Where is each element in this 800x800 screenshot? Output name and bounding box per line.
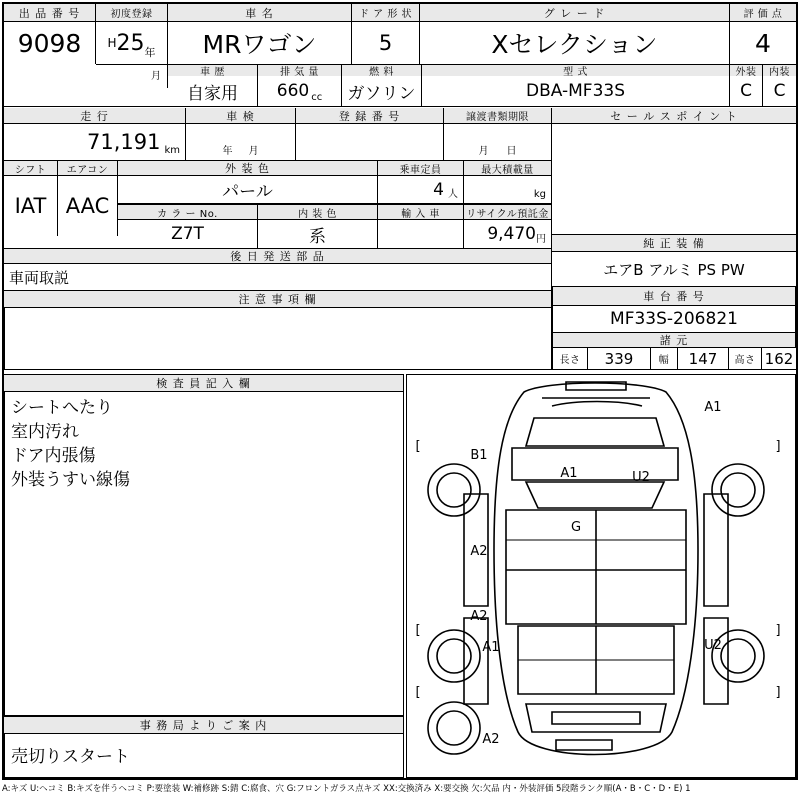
grade-label: グ レ ー ド	[420, 4, 730, 22]
color-no-value: Z7T	[118, 220, 258, 248]
office-guidance-area	[4, 734, 404, 778]
first-registration-month-unit: 月	[151, 70, 161, 82]
door-shape-label: ド ア 形 状	[352, 4, 420, 22]
inspection-label: 車 検	[186, 108, 296, 124]
transfer-month-unit: 月	[478, 146, 489, 157]
bracket-marker-icon: ]	[775, 684, 781, 700]
first-registration-era: H	[107, 36, 117, 50]
color-no-label: カ ラ ー No.	[118, 204, 258, 220]
height-label: 高さ	[728, 348, 762, 370]
chassis-number-value: MF33S-206821	[552, 306, 796, 332]
mileage-label: 走 行	[4, 108, 186, 124]
damage-mark: U2	[632, 469, 650, 485]
height-value: 162	[762, 348, 796, 370]
transfer-deadline-value-cell	[444, 124, 552, 160]
chassis-number-label: 車 台 番 号	[552, 286, 796, 306]
inspector-note: 室内汚れ	[11, 422, 79, 442]
aircon-value: AAC	[58, 176, 118, 236]
model-code-label: 型 式	[422, 64, 730, 76]
interior-color-value: 系	[258, 220, 378, 248]
registration-number-value	[296, 124, 444, 160]
inspector-notes-label: 検 査 員 記 入 欄	[4, 374, 404, 392]
bracket-marker-icon: ]	[775, 438, 781, 454]
displacement-value: 660	[276, 81, 310, 101]
max-load-value-cell	[464, 176, 552, 204]
first-registration-year: 25	[116, 30, 145, 56]
interior-grade-label: 内装	[763, 64, 796, 76]
damage-mark: A1	[704, 399, 722, 415]
damage-mark: U2	[704, 637, 722, 653]
damage-mark: B1	[470, 447, 488, 463]
later-parts-value: 車両取説	[4, 264, 552, 290]
history-value: 自家用	[168, 76, 258, 106]
inspection-year-unit: 年	[222, 146, 233, 157]
score-value: 4	[755, 28, 771, 58]
mileage-unit: km	[164, 145, 180, 156]
first-registration-month-cell	[96, 64, 168, 88]
fuel-value: ガソリン	[342, 76, 422, 106]
damage-mark: A2	[470, 608, 488, 624]
recycle-deposit-label: リサイクル預託金	[464, 204, 552, 220]
lot-number-value: 9098	[4, 22, 96, 64]
displacement-unit: cc	[311, 92, 323, 103]
recycle-deposit-value-cell	[464, 220, 552, 248]
aircon-label: エアコン	[58, 160, 118, 176]
first-registration-year-unit: 年	[144, 46, 156, 59]
inspector-notes-area	[4, 392, 404, 716]
mileage-value: 71,191	[86, 130, 161, 154]
damage-mark: G	[570, 519, 582, 535]
score-label: 評 価 点	[730, 4, 796, 22]
max-load-label: 最大積載量	[464, 160, 552, 176]
bracket-marker-icon: [	[415, 438, 421, 454]
sales-point-label: セ ー ル ス ポ イ ン ト	[552, 108, 796, 124]
damage-mark: A2	[482, 731, 500, 747]
damage-mark: A1	[482, 639, 500, 655]
length-value: 339	[588, 348, 650, 370]
car-name-label: 車 名	[168, 4, 352, 22]
max-load-unit: kg	[533, 189, 546, 200]
office-guidance-label: 事 務 局 よ り ご 案 内	[4, 716, 404, 734]
model-code-value: DBA-MF33S	[422, 76, 730, 106]
exterior-grade-value: C	[730, 76, 763, 106]
capacity-unit: 人	[448, 189, 458, 200]
damage-mark: A1	[560, 465, 578, 481]
bracket-marker-icon: [	[415, 684, 421, 700]
transfer-deadline-label: 譲渡書類期限	[444, 108, 552, 124]
recycle-deposit-value: 9,470	[487, 224, 536, 244]
exterior-color-value: パール	[118, 176, 378, 204]
caution-area	[4, 308, 552, 370]
import-label: 輸 入 車	[378, 204, 464, 220]
width-value: 147	[678, 348, 728, 370]
inspection-value-cell	[186, 124, 296, 160]
bracket-marker-icon: ]	[775, 622, 781, 638]
capacity-value-cell	[378, 176, 464, 204]
bracket-marker-icon: [	[415, 622, 421, 638]
interior-color-label: 内 装 色	[258, 204, 378, 220]
fuel-label: 燃 料	[342, 64, 422, 76]
capacity-value: 4	[433, 179, 444, 200]
legend-footer: A:キズ U:ヘコミ B:キズを伴うヘコミ P:要塗装 W:補修跡 S:錆 C:腐食、穴 G:フロントガラス点キズ XX:交換済み X:要交換 欠:欠品 内・外装評価 5段階ランク順(A・B・C・D・E) 1	[2, 784, 691, 794]
car-name-value: MRワゴン	[168, 22, 352, 64]
length-label: 長さ	[552, 348, 588, 370]
oem-equipment-label: 純 正 装 備	[552, 234, 796, 252]
door-shape-value: 5	[352, 22, 420, 64]
capacity-label: 乗車定員	[378, 160, 464, 176]
oem-equipment-value: エアB アルミ PS PW	[603, 260, 745, 279]
caution-label: 注 意 事 項 欄	[4, 290, 552, 308]
shift-value: IAT	[4, 176, 58, 236]
width-label: 幅	[650, 348, 678, 370]
row1-bottom-rule	[4, 106, 796, 107]
grade-value: Xセレクション	[420, 22, 730, 64]
import-value	[378, 220, 464, 248]
recycle-deposit-unit: 円	[536, 234, 546, 245]
displacement-value-cell	[258, 76, 342, 106]
spec-label: 諸 元	[552, 332, 796, 348]
office-guidance-value: 売切りスタート	[11, 747, 130, 767]
inspector-note: ドア内張傷	[11, 446, 96, 466]
sales-point-value	[552, 124, 796, 234]
later-parts-label: 後 日 発 送 部 品	[4, 248, 552, 264]
interior-grade-value: C	[773, 81, 786, 101]
first-registration-value	[96, 22, 168, 64]
car-damage-diagram	[406, 374, 796, 778]
inspector-note: シートへたり	[11, 398, 113, 418]
exterior-color-label: 外 装 色	[118, 160, 378, 176]
history-label: 車 歴	[168, 64, 258, 76]
shift-label: シフト	[4, 160, 58, 176]
displacement-label: 排 気 量	[258, 64, 342, 76]
registration-number-label: 登 録 番 号	[296, 108, 444, 124]
transfer-day-unit: 日	[506, 146, 517, 157]
inspection-month-unit: 月	[248, 146, 259, 157]
damage-mark: A2	[470, 543, 488, 559]
inspector-note: 外装うすい線傷	[11, 470, 130, 490]
first-registration-label: 初度登録	[96, 4, 168, 22]
exterior-grade-label: 外装	[730, 64, 763, 76]
mileage-value-cell	[4, 124, 186, 160]
lot-number-label: 出 品 番 号	[4, 4, 96, 22]
caution-value	[5, 308, 551, 311]
